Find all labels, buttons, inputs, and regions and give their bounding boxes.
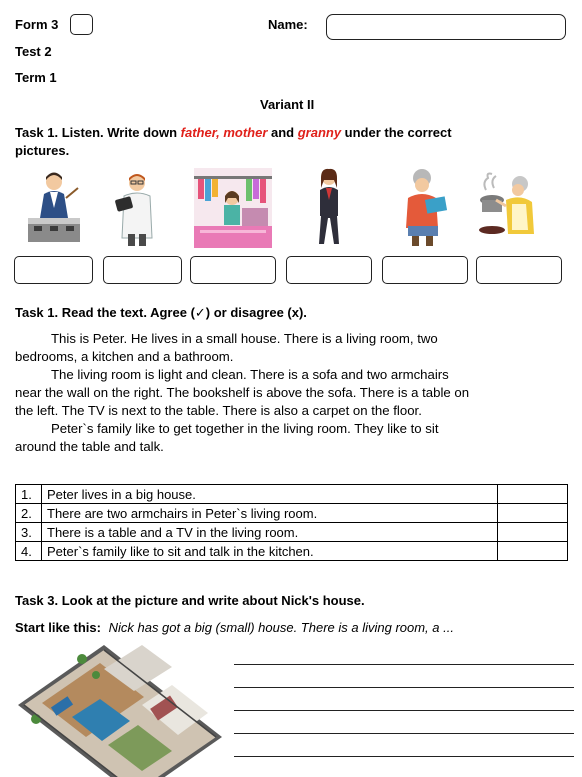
cooking-grandmother-picture [478, 168, 540, 248]
form-label: Form 3 [15, 17, 59, 32]
instruction-prefix: Task 1. Listen. Write down [15, 125, 181, 140]
businesswoman-picture [312, 168, 346, 248]
text-line: Peter`s family like to get together in the living room. They like to sit [51, 421, 439, 436]
picture5-answer-box[interactable] [382, 256, 468, 284]
writing-line[interactable] [234, 687, 574, 688]
statement-number: 2. [16, 504, 42, 523]
text-line: around the table and talk. [15, 439, 164, 454]
picture4-answer-box[interactable] [286, 256, 372, 284]
agree-mark-cell[interactable] [498, 523, 568, 542]
test-label: Test 2 [15, 44, 52, 59]
name-label: Name: [268, 17, 308, 32]
keyword-mother: mother [223, 125, 268, 140]
picture2-answer-box[interactable] [103, 256, 182, 284]
table-row [16, 542, 568, 561]
writing-line[interactable] [234, 733, 574, 734]
picture6-answer-box[interactable] [476, 256, 562, 284]
task3-start [15, 620, 454, 635]
text-line: bedrooms, a kitchen and a bathroom. [15, 349, 234, 364]
name-field[interactable] [326, 14, 566, 40]
picture1-answer-box[interactable] [14, 256, 93, 284]
table-row [16, 485, 568, 504]
task1-read-title: Task 1. Read the text. Agree (✓) or disagree (x). [15, 305, 307, 320]
reading-text [15, 330, 580, 456]
statement-number: 4. [16, 542, 42, 561]
instruction-suffix: under the correct [341, 125, 452, 140]
agree-mark-cell[interactable] [498, 504, 568, 523]
statement-number: 1. [16, 485, 42, 504]
text-line: The living room is light and clean. There is a sofa and two armchairs [51, 367, 449, 382]
instruction-and: and [267, 125, 298, 140]
table-row [16, 504, 568, 523]
writing-line[interactable] [234, 756, 574, 757]
variant-label: Variant II [260, 97, 315, 112]
term-label: Term 1 [15, 70, 57, 85]
task1-listen-instruction [15, 124, 575, 160]
statement-text: There are two armchairs in Peter`s living room. [42, 504, 498, 523]
table-row [16, 523, 568, 542]
form-number-box[interactable] [70, 14, 93, 35]
keyword-father: father, [180, 125, 220, 140]
keyword-granny: granny [297, 125, 342, 140]
instruction-suffix-2: pictures. [15, 143, 70, 158]
agree-mark-cell[interactable] [498, 485, 568, 504]
writing-line[interactable] [234, 664, 574, 665]
text-line: This is Peter. He lives in a small house. There is a living room, two [51, 331, 438, 346]
statement-text: Peter lives in a big house. [42, 485, 498, 504]
picture3-answer-box[interactable] [190, 256, 276, 284]
doctor-picture [112, 168, 162, 248]
house-floor-plan-picture [12, 645, 224, 777]
reading-grandmother-picture [400, 168, 448, 248]
task3-title: Task 3. Look at the picture and write about Nick's house. [15, 593, 365, 608]
statement-number: 3. [16, 523, 42, 542]
text-line: near the wall on the right. The bookshelf is above the sofa. There is a table on [15, 385, 470, 400]
shop-assistant-picture [194, 168, 272, 248]
start-label: Start like this: [15, 620, 101, 635]
start-text: Nick has got a big (small) house. There is a living room, a ... [108, 620, 454, 635]
statements-table [15, 484, 568, 561]
teacher-picture [26, 168, 82, 248]
agree-mark-cell[interactable] [498, 542, 568, 561]
text-line: the left. The TV is next to the table. There is also a carpet on the floor. [15, 403, 422, 418]
statement-text: Peter`s family like to sit and talk in the kitchen. [42, 542, 498, 561]
writing-line[interactable] [234, 710, 574, 711]
statement-text: There is a table and a TV in the living room. [42, 523, 498, 542]
